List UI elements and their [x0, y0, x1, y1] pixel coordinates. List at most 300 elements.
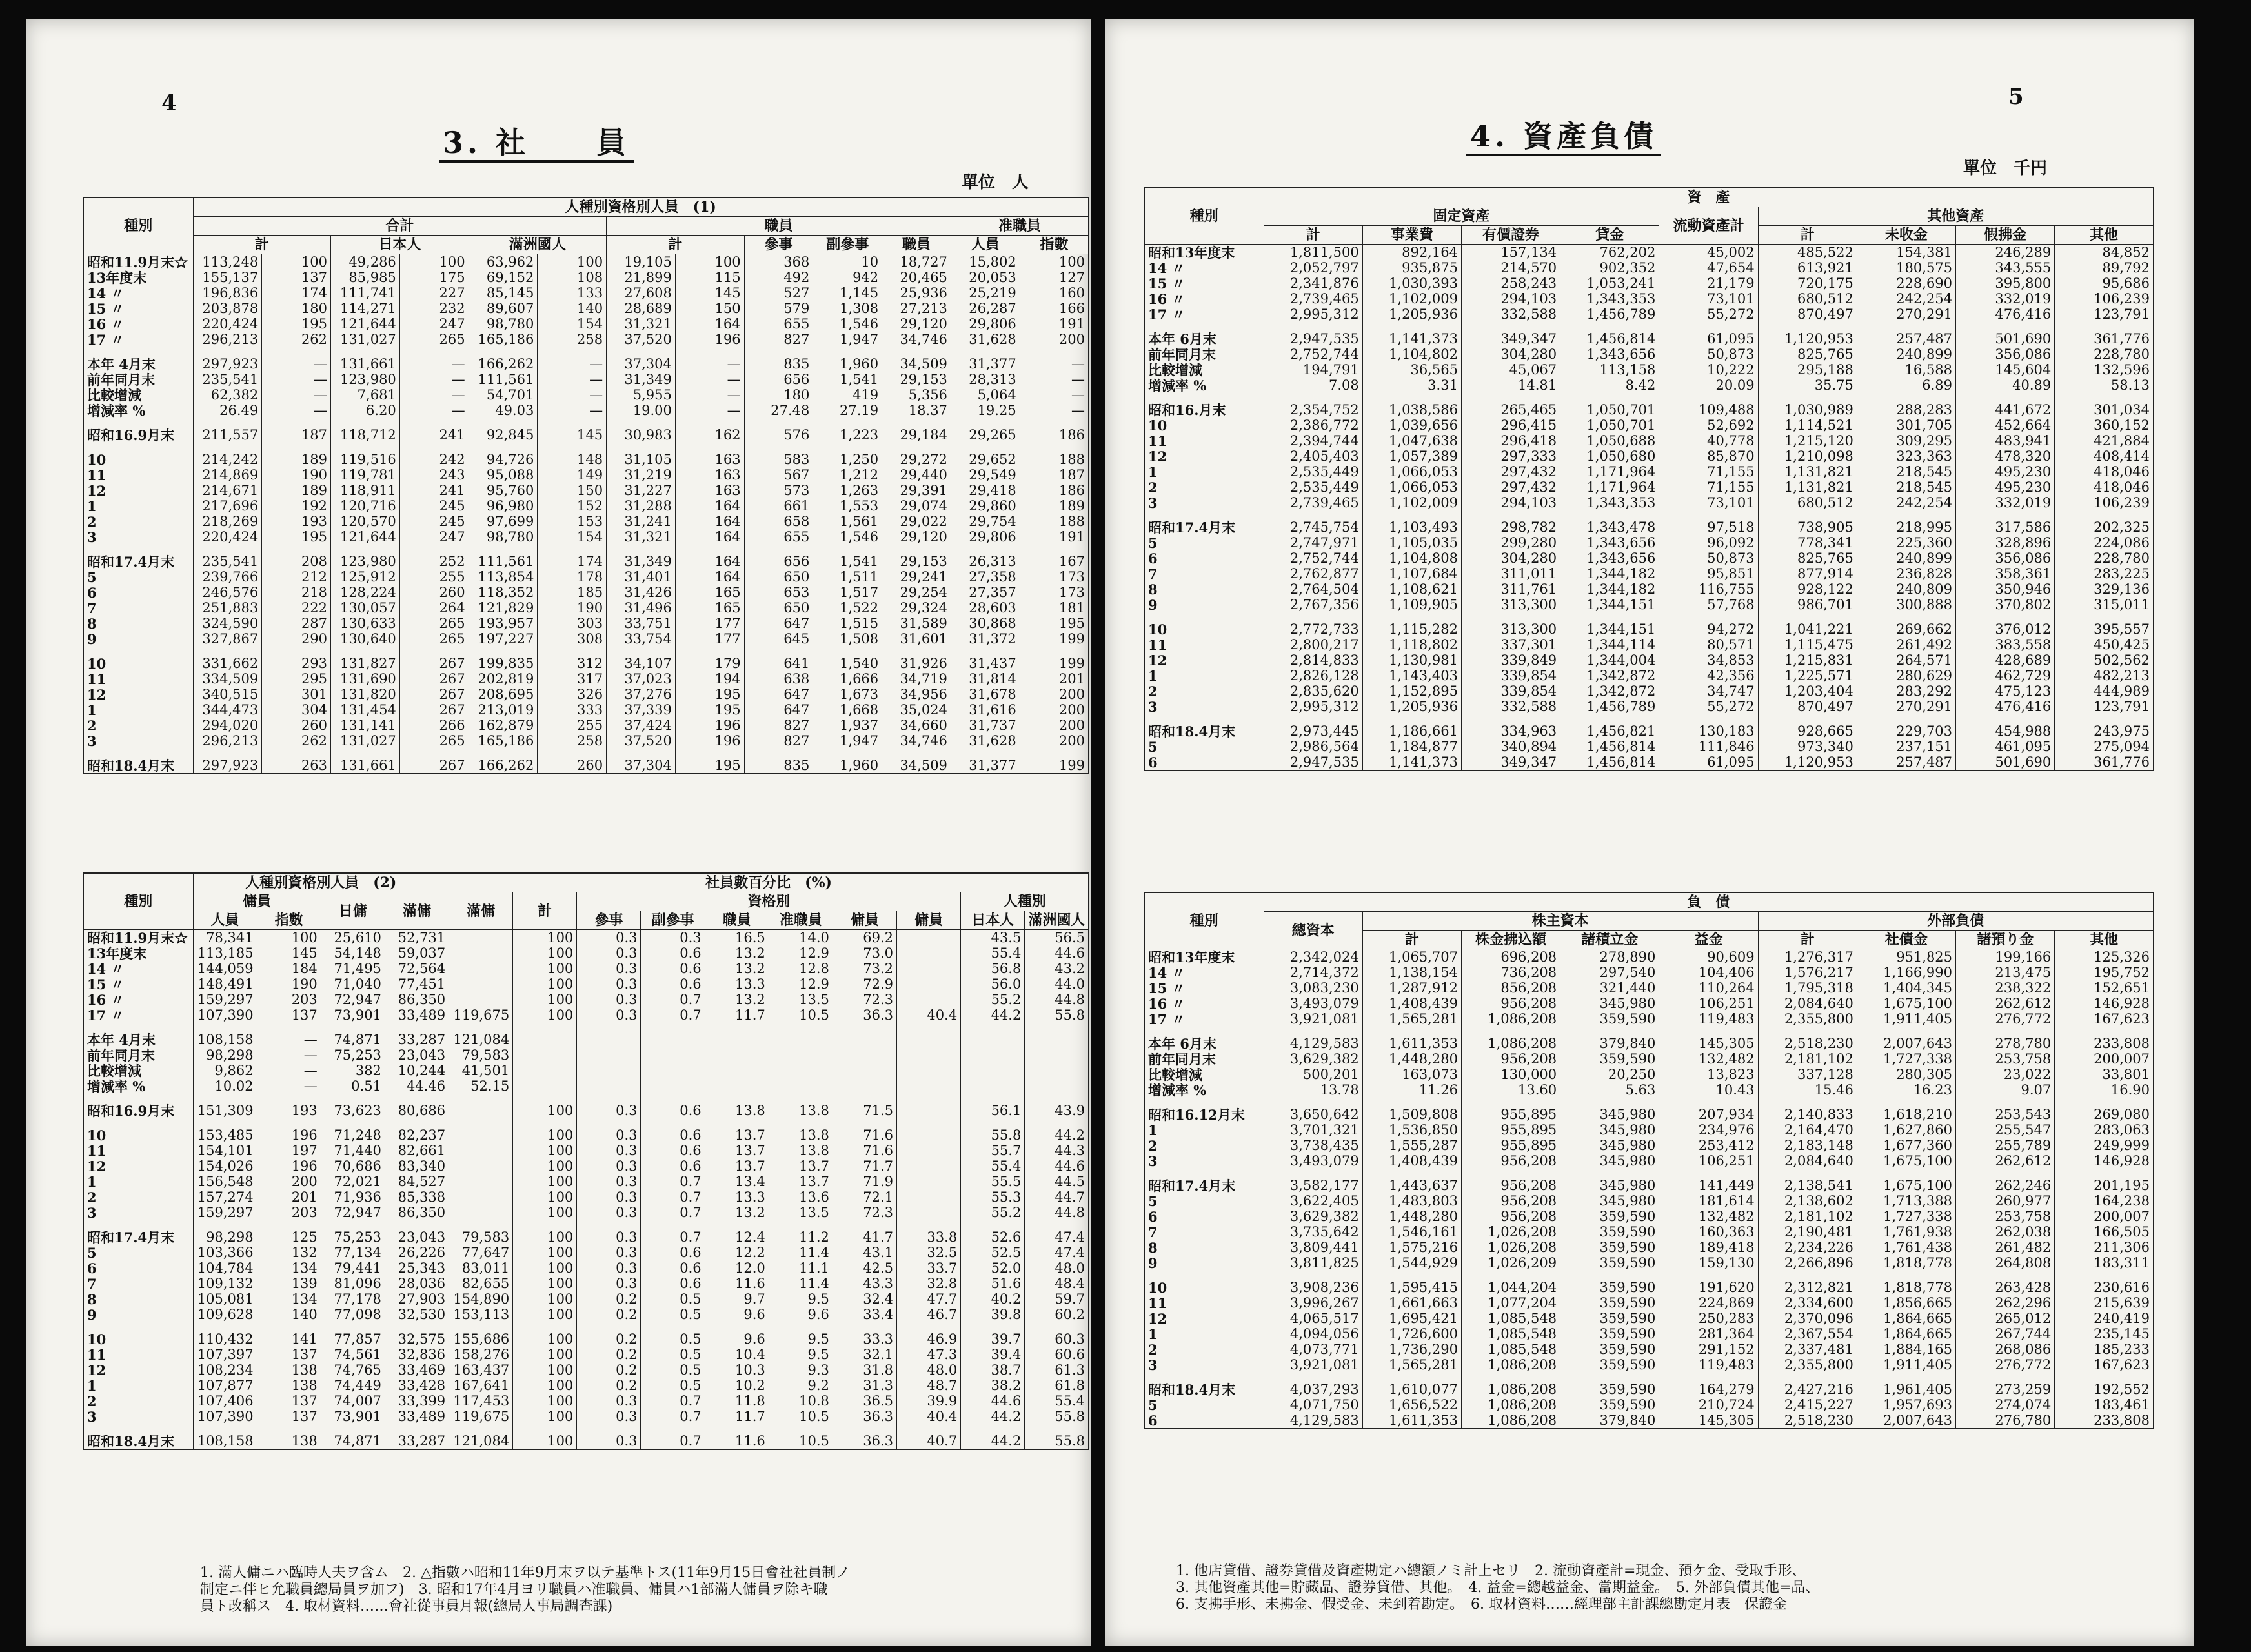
data-cell: 2,739,465	[1264, 291, 1362, 307]
data-cell: 856,208	[1461, 980, 1560, 996]
row-spacer	[1144, 714, 2154, 723]
table-row	[1144, 566, 2154, 581]
data-cell: 1,408,439	[1362, 1153, 1461, 1169]
data-cell: 0.3	[577, 930, 641, 946]
data-cell: 31,105	[607, 452, 676, 467]
data-cell: 190	[257, 976, 321, 992]
data-cell: 33.8	[897, 1229, 961, 1245]
row-label: 2	[1144, 1342, 1264, 1357]
data-cell: 137	[257, 1347, 321, 1362]
row-label: 11	[83, 1143, 193, 1158]
spacer-cell	[1461, 393, 1560, 402]
data-cell: 1,448,280	[1362, 1051, 1461, 1067]
data-cell: 485,522	[1758, 245, 1857, 261]
row-label: 9	[83, 631, 193, 647]
spacer-cell	[1264, 510, 1362, 519]
spacer-cell	[607, 443, 676, 452]
spacer-cell	[1144, 1373, 1264, 1382]
data-cell: 339,854	[1461, 683, 1560, 699]
spacer-cell	[1461, 612, 1560, 621]
data-cell: 72,947	[321, 1205, 385, 1220]
data-cell: 108,234	[193, 1362, 257, 1378]
data-cell: 1,540	[813, 656, 882, 671]
spacer-cell	[262, 347, 331, 356]
data-cell: 233,808	[2055, 1036, 2154, 1051]
data-cell: 835	[744, 356, 813, 372]
spacer-cell	[833, 1220, 896, 1229]
data-cell: 2,312,821	[1758, 1280, 1857, 1295]
data-cell: 8.42	[1560, 378, 1659, 393]
spacer-cell	[1857, 322, 1955, 331]
data-cell: 10.5	[769, 1007, 833, 1023]
spacer-cell	[744, 647, 813, 656]
spacer-cell	[449, 1023, 513, 1032]
data-cell: 29,153	[882, 554, 951, 569]
book-gutter	[1091, 19, 1105, 1646]
data-cell: 9.6	[705, 1307, 769, 1322]
data-cell: 2,337,481	[1758, 1342, 1857, 1357]
data-cell: 331,662	[193, 656, 262, 671]
unit-label: 單位 千円	[1963, 159, 2048, 178]
data-cell: 167,623	[2055, 1357, 2154, 1373]
spacer-cell	[1144, 1271, 1264, 1280]
row-label: 比較增減	[83, 387, 193, 403]
row-label: 10	[1144, 1280, 1264, 1295]
spacer-cell	[1020, 443, 1089, 452]
spacer-cell	[1362, 1027, 1461, 1036]
data-cell: 680,512	[1758, 291, 1857, 307]
spacer-cell	[538, 347, 607, 356]
data-cell: 2,341,876	[1264, 276, 1362, 291]
data-cell: 189,418	[1659, 1240, 1758, 1255]
table-row	[1144, 1209, 2154, 1224]
spacer-cell	[1461, 322, 1560, 331]
data-cell: 1,287,912	[1362, 980, 1461, 996]
data-cell: 1,911,405	[1857, 1011, 1955, 1027]
data-cell: 4,129,583	[1264, 1413, 1362, 1429]
data-cell: 234,976	[1659, 1122, 1758, 1138]
data-cell: 1,675,100	[1857, 996, 1955, 1011]
spacer-cell	[897, 1118, 961, 1127]
data-cell: 0.7	[641, 992, 705, 1007]
row-label: 12	[1144, 448, 1264, 464]
row-spacer	[1144, 1098, 2154, 1107]
data-cell: 37,023	[607, 671, 676, 687]
spacer-cell	[1144, 1169, 1264, 1178]
data-cell: 2,007,643	[1857, 1036, 1955, 1051]
spacer-cell	[83, 1322, 193, 1331]
data-cell: 502,562	[2055, 652, 2154, 668]
row-label: 12	[83, 483, 193, 498]
data-cell: 140	[538, 301, 607, 316]
data-cell: 1,668	[813, 702, 882, 718]
data-cell: 84,852	[2055, 245, 2154, 261]
data-cell: 97,518	[1659, 519, 1758, 535]
data-cell: 16,588	[1857, 362, 1955, 378]
data-cell: 696,208	[1461, 949, 1560, 965]
spacer-cell	[577, 1094, 641, 1103]
row-label: 昭和18.4月末	[83, 758, 193, 774]
row-label: 昭和17.4月末	[83, 554, 193, 569]
data-cell: 7.08	[1264, 378, 1362, 393]
table-row	[1144, 621, 2154, 637]
data-cell: 194,791	[1264, 362, 1362, 378]
table-caption: 人種別資格別人員 (1)	[193, 197, 1089, 217]
data-cell: 139	[257, 1276, 321, 1291]
data-cell: 77,857	[321, 1331, 385, 1347]
table-row	[83, 961, 1089, 976]
data-cell: 260	[262, 718, 331, 733]
data-cell: 202,819	[469, 671, 538, 687]
data-cell: 39.9	[897, 1393, 961, 1409]
data-cell: 13.8	[769, 1127, 833, 1143]
data-cell: —	[675, 356, 744, 372]
spacer-cell	[321, 1322, 385, 1331]
data-cell: 345,980	[1560, 996, 1659, 1011]
unit-label: 單位 人	[962, 173, 1029, 192]
data-cell: 5,064	[951, 387, 1020, 403]
col-head: 准職員	[769, 911, 833, 930]
spacer-cell	[1857, 1169, 1955, 1178]
row-label: 7	[83, 600, 193, 616]
table-row	[83, 254, 1089, 270]
data-cell: 195	[675, 687, 744, 702]
row-label: 12	[1144, 652, 1264, 668]
data-cell: 345,980	[1560, 1122, 1659, 1138]
data-cell: 137	[257, 1007, 321, 1023]
data-cell: 10,244	[385, 1063, 449, 1078]
spacer-cell	[1758, 510, 1857, 519]
data-cell: 79,441	[321, 1260, 385, 1276]
data-cell: 73,101	[1659, 495, 1758, 510]
spacer-cell	[399, 347, 469, 356]
spacer-cell	[961, 1094, 1025, 1103]
data-cell: 1,141,373	[1362, 754, 1461, 771]
data-cell: 196	[675, 733, 744, 749]
data-cell: 1,085,548	[1461, 1342, 1560, 1357]
data-cell: 31,349	[607, 372, 676, 387]
spacer-cell	[1461, 510, 1560, 519]
data-cell: 145	[538, 427, 607, 443]
spacer-cell	[833, 1094, 896, 1103]
data-cell: 986,701	[1758, 597, 1857, 612]
data-cell: 31.3	[833, 1378, 896, 1393]
data-cell: 1,038,586	[1362, 402, 1461, 418]
data-cell	[641, 1047, 705, 1063]
data-cell	[705, 1078, 769, 1094]
spacer-cell	[951, 443, 1020, 452]
data-cell: 56.5	[1025, 930, 1089, 946]
data-cell: 131,661	[331, 758, 400, 774]
data-cell: 108	[538, 270, 607, 285]
data-cell: 32.8	[897, 1276, 961, 1291]
data-cell: 100	[513, 1331, 577, 1347]
row-spacer	[83, 1094, 1089, 1103]
data-cell: 2,181,102	[1758, 1051, 1857, 1067]
spacer-cell	[257, 1023, 321, 1032]
data-cell: 166	[1020, 301, 1089, 316]
data-cell: 0.2	[577, 1347, 641, 1362]
row-label: 昭和16.月末	[1144, 402, 1264, 418]
data-cell: 131,027	[331, 733, 400, 749]
spacer-cell	[193, 1118, 257, 1127]
data-cell: 1,203,404	[1758, 683, 1857, 699]
data-cell: —	[1020, 372, 1089, 387]
data-cell: 13,823	[1659, 1067, 1758, 1082]
data-cell: 40.4	[897, 1409, 961, 1424]
data-cell: 29,860	[951, 498, 1020, 514]
spacer-cell	[951, 647, 1020, 656]
data-cell: 2,747,971	[1264, 535, 1362, 550]
data-cell: 0.6	[641, 1143, 705, 1158]
row-label: 前年同月末	[83, 1047, 193, 1063]
data-cell: 82,237	[385, 1127, 449, 1143]
data-cell: 89,792	[2055, 260, 2154, 276]
data-cell: 55.5	[961, 1174, 1025, 1189]
row-label: 11	[83, 467, 193, 483]
data-cell: 57,768	[1659, 597, 1758, 612]
col-head: 計	[1758, 931, 1857, 949]
table-row	[1144, 479, 2154, 495]
data-cell: 230,616	[2055, 1280, 2154, 1295]
spacer-cell	[331, 418, 400, 427]
data-cell: 32,575	[385, 1331, 449, 1347]
table-row	[83, 427, 1089, 443]
row-label: 15 〃	[1144, 980, 1264, 996]
data-cell: 71,040	[321, 976, 385, 992]
footnote-line: 員ト改稱ス 4. 取材資料……會社從事員月報(總局人事局調查課)	[200, 1598, 613, 1615]
spacer-cell	[262, 647, 331, 656]
data-cell: 134	[257, 1291, 321, 1307]
data-cell: 100	[513, 1362, 577, 1378]
data-cell: 32.1	[833, 1347, 896, 1362]
data-cell: 1,086,208	[1461, 1011, 1560, 1027]
data-cell: 14.81	[1461, 378, 1560, 393]
data-cell: 220,424	[193, 316, 262, 332]
data-cell: 42.5	[833, 1260, 896, 1276]
row-label: 3	[1144, 495, 1264, 510]
data-cell: 359,590	[1560, 1382, 1659, 1397]
data-cell: 501,690	[1956, 331, 2055, 347]
data-cell: 262,296	[1956, 1295, 2055, 1311]
table-row	[83, 1276, 1089, 1291]
data-cell: 0.3	[577, 1276, 641, 1291]
data-cell: 55.8	[1025, 1409, 1089, 1424]
spacer-cell	[607, 647, 676, 656]
row-label: 1	[1144, 464, 1264, 479]
data-cell: 301,705	[1857, 418, 1955, 433]
spacer-cell	[1956, 393, 2055, 402]
data-cell: 260	[399, 585, 469, 600]
data-cell: 1,141,373	[1362, 331, 1461, 347]
data-cell: 86,350	[385, 992, 449, 1007]
table-row	[83, 930, 1089, 946]
data-cell: 13.7	[705, 1127, 769, 1143]
data-cell: 825,765	[1758, 550, 1857, 566]
data-cell: 33,489	[385, 1409, 449, 1424]
data-cell: 1,483,803	[1362, 1193, 1461, 1209]
data-cell: 288,283	[1857, 402, 1955, 418]
data-cell: 56.8	[961, 961, 1025, 976]
data-cell: 13.8	[705, 1103, 769, 1118]
spacer-cell	[1758, 1373, 1857, 1382]
row-label: 6	[1144, 754, 1264, 771]
data-cell: 1,050,701	[1560, 418, 1659, 433]
data-cell	[897, 961, 961, 976]
data-cell: 71.9	[833, 1174, 896, 1189]
table-row	[83, 1307, 1089, 1322]
data-cell: 31,437	[951, 656, 1020, 671]
personnel-table-1	[83, 197, 1089, 774]
data-cell: 0.3	[577, 1245, 641, 1260]
table-row	[83, 1103, 1089, 1118]
row-label: 6	[83, 585, 193, 600]
data-cell: 34,853	[1659, 652, 1758, 668]
data-cell: 340,894	[1461, 739, 1560, 754]
data-cell: 9.6	[769, 1307, 833, 1322]
data-cell: 956,208	[1461, 1193, 1560, 1209]
row-label: 1	[1144, 1326, 1264, 1342]
data-cell: 31,227	[607, 483, 676, 498]
data-cell: 200	[1020, 332, 1089, 347]
col-head: 總資本	[1264, 912, 1362, 949]
spacer-cell	[262, 443, 331, 452]
spacer-cell	[1362, 714, 1461, 723]
data-cell: 7,681	[331, 387, 400, 403]
data-cell: 118,911	[331, 483, 400, 498]
data-cell: 349,347	[1461, 754, 1560, 771]
spacer-cell	[1857, 612, 1955, 621]
spacer-cell	[1758, 1027, 1857, 1036]
data-cell: 55.2	[961, 1205, 1025, 1220]
data-cell: 11.4	[769, 1276, 833, 1291]
data-cell: 327,867	[193, 631, 262, 647]
data-cell: 201	[1020, 671, 1089, 687]
data-cell	[1025, 1047, 1089, 1063]
data-cell: 194	[675, 671, 744, 687]
spacer-cell	[1025, 1094, 1089, 1103]
spacer-cell	[449, 1118, 513, 1127]
spacer-cell	[705, 1424, 769, 1433]
data-cell: 1,118,802	[1362, 637, 1461, 652]
table-row	[1144, 1240, 2154, 1255]
spacer-cell	[1758, 1271, 1857, 1280]
data-cell: 71,495	[321, 961, 385, 976]
data-cell: 37,276	[607, 687, 676, 702]
table-row	[1144, 464, 2154, 479]
data-cell: 180	[744, 387, 813, 403]
stub-head: 種別	[1144, 892, 1264, 949]
row-label: 3	[1144, 1357, 1264, 1373]
data-cell: 37,520	[607, 733, 676, 749]
data-cell: 1,818,778	[1857, 1280, 1955, 1295]
data-cell: 5,356	[882, 387, 951, 403]
data-cell: 196	[675, 718, 744, 733]
spacer-cell	[2055, 393, 2154, 402]
row-label: 1	[1144, 668, 1264, 683]
spacer-cell	[675, 418, 744, 427]
data-cell: 200	[1020, 718, 1089, 733]
data-cell: 29,549	[951, 467, 1020, 483]
data-cell: 1,947	[813, 733, 882, 749]
spacer-cell	[513, 1322, 577, 1331]
data-cell: 167	[1020, 554, 1089, 569]
spacer-cell	[1560, 322, 1659, 331]
data-cell: 9.5	[769, 1347, 833, 1362]
table-row	[1144, 668, 2154, 683]
spacer-cell	[769, 1322, 833, 1331]
data-cell: 133	[538, 285, 607, 301]
data-cell: 72.3	[833, 1205, 896, 1220]
right-page	[1105, 19, 2194, 1646]
data-cell: 164	[675, 498, 744, 514]
data-cell: 1,138,154	[1362, 965, 1461, 980]
data-cell: 44.3	[1025, 1143, 1089, 1158]
data-cell: 492	[744, 270, 813, 285]
data-cell: 163,073	[1362, 1067, 1461, 1082]
data-cell	[577, 1063, 641, 1078]
data-cell: 189	[1020, 498, 1089, 514]
data-cell: 1,561	[813, 514, 882, 529]
data-cell: 195	[675, 702, 744, 718]
data-cell: 2,354,752	[1264, 402, 1362, 418]
data-cell: 1,344,182	[1560, 566, 1659, 581]
data-cell: 3,996,267	[1264, 1295, 1362, 1311]
data-cell: 245	[399, 498, 469, 514]
spacer-cell	[607, 418, 676, 427]
data-cell: 246,576	[193, 585, 262, 600]
spacer-cell	[469, 443, 538, 452]
section-title: 3. 社 員	[439, 119, 634, 162]
data-cell: 225,360	[1857, 535, 1955, 550]
data-cell: 2,800,217	[1264, 637, 1362, 652]
data-cell: 50,873	[1659, 550, 1758, 566]
data-cell: 2,266,896	[1758, 1255, 1857, 1271]
data-cell: 345,980	[1560, 1193, 1659, 1209]
data-cell: 1,541	[813, 554, 882, 569]
data-cell: 297,333	[1461, 448, 1560, 464]
table-row	[83, 498, 1089, 514]
data-cell: 237,151	[1857, 739, 1955, 754]
data-cell: 39.7	[961, 1331, 1025, 1347]
data-cell: 951,825	[1857, 949, 1955, 965]
data-cell: 117,453	[449, 1393, 513, 1409]
table-row	[83, 387, 1089, 403]
data-cell: 236,828	[1857, 566, 1955, 581]
data-cell: 483,941	[1956, 433, 2055, 448]
data-cell: 116,755	[1659, 581, 1758, 597]
data-cell: 4,037,293	[1264, 1382, 1362, 1397]
row-label: 7	[1144, 566, 1264, 581]
data-cell: 31,601	[882, 631, 951, 647]
data-cell: 187	[262, 427, 331, 443]
row-label: 昭和17.4月末	[1144, 519, 1264, 535]
table-row	[1144, 754, 2154, 771]
data-cell: 350,946	[1956, 581, 2055, 597]
data-cell: 203	[257, 992, 321, 1007]
data-cell: 1,546	[813, 316, 882, 332]
data-cell: 100	[513, 1291, 577, 1307]
table-row	[1144, 347, 2154, 362]
spacer-cell	[897, 1322, 961, 1331]
data-cell: 265	[399, 616, 469, 631]
data-cell: 55.4	[961, 945, 1025, 961]
data-cell: —	[257, 1047, 321, 1063]
col-head: 社債金	[1857, 931, 1955, 949]
table-row	[1144, 1082, 2154, 1098]
data-cell: 10.4	[705, 1347, 769, 1362]
data-cell: 130,057	[331, 600, 400, 616]
